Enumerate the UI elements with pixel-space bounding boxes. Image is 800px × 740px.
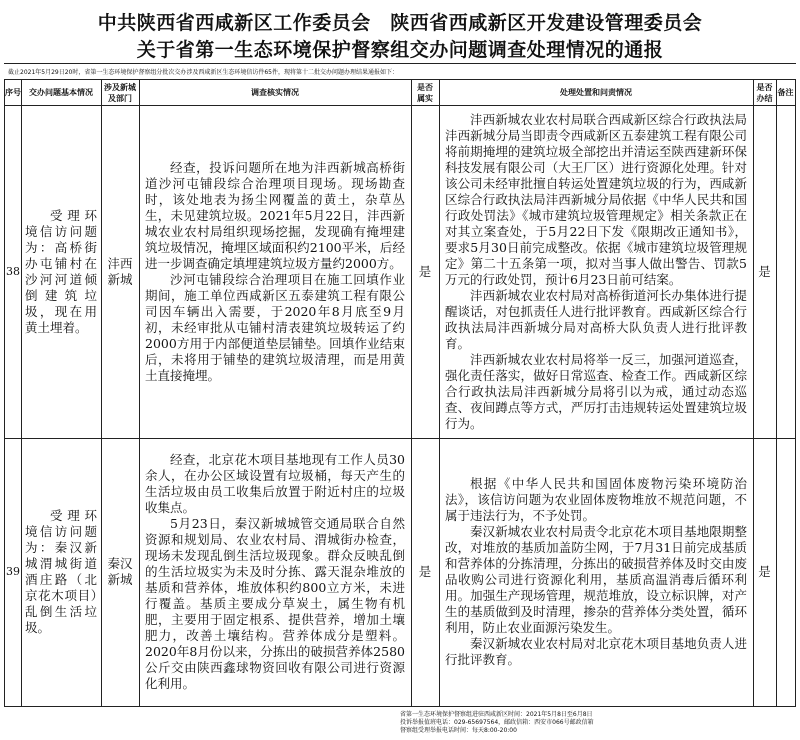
title-divider — [4, 63, 796, 64]
row39-done: 是 — [758, 564, 771, 579]
row38-verify: 经查，投诉问题所在地为沣西新城高桥街道沙河屯铺段综合治理项目现场。现场勘查时，该处地表为扬尘网覆盖的黄土，杂草丛生，未见建筑垃圾。2021年5月22日，沣西新城农业农村局组织现场挖掘，发现确有掩埋建筑垃圾情况，掩埋区域面积约2100平米，后经进一步调查确定填埋建筑垃圾方量约2000方。 沙河屯铺段综合治理项目在施工回填作业期间，施工单位西咸新区五泰建筑工程有限公司因车辆出入需要，于2020年8月底至9月初，未经审批从屯铺村清表建筑垃圾转运了约2000方用于内部便道垫层铺垫。回填作业结束后，未将用于铺垫的建筑垃圾清理，而是用黄土直接掩埋。 — [145, 159, 405, 383]
header-true: 是否属实 — [417, 81, 433, 103]
footer-line3: 督察组受理举报电话时间：每天8:00-20:00 — [400, 727, 517, 734]
document-title-line1: 中共陕西省西咸新区工作委员会 陕西省西咸新区开发建设管理委员会 — [97, 12, 703, 34]
header-basic: 交办问题基本情况 — [29, 87, 93, 97]
row38-done: 是 — [758, 263, 771, 279]
header-verify: 调查核实情况 — [251, 87, 299, 97]
row39-handle: 根据《中华人民共和国固体废物污染环境防治法》，该信访问题为农业固体废物堆放不规范问题，不属于违法行为，不予处罚。 秦汉新城农业农村局责令北京花木项目基地限期整改，对堆放的基质加盖防尘网，于7月31日前完成基质和营养体的分拣清理，分拣出的破损营养体及时交由废品收购公司进行资源化利用，基质高温消毒后循环利用。加强生产现场管理，规范堆放，设立标识牌，对产生的基质做到及时清理，掺杂的营养体分类处置，循环利用，防止农业面源污染发生。 秦汉新城农业农村局对北京花木项目基地负责人进行批评教育。 — [445, 476, 747, 667]
footer-line1: 省第一生态环境保护督察组进驻西咸新区时间：2021年5月8日至6月8日 — [400, 711, 593, 718]
row39-basic: 受理环境信访问题为：秦汉新城渭城街道酒庄路（北京花木项目）乱倒生活垃圾。 — [25, 508, 97, 635]
row39-true: 是 — [418, 564, 432, 579]
row38-true: 是 — [418, 263, 432, 279]
row39-seq: 39 — [6, 565, 20, 578]
header-note: 备注 — [777, 87, 794, 97]
row39-note — [776, 438, 795, 706]
row39-verify: 经查，北京花木项目基地现有工作人员30余人，在办公区域设置有垃圾桶，每天产生的生活垃圾由员工收集后放置于附近村庄的垃圾收集点。 5月23日，秦汉新城城管交通局联合自然资源和规划局、农业农村局、渭城街办检查，现场未发现乱倒生活垃圾现象。群众反映乱倒的生活垃圾实为未及时分拣、露天混杂堆放的基质和营养体，堆放体积约800立方米，未进行覆盖。基质主要成分草炭土，属生物有机肥，主要用于固定根系、提供营养，增加土壤肥力，改善土壤结构。营养体成分是塑料。2020年8月份以来，分拣出的破损营养体2580公斤交由陕西鑫球物资回收有限公司进行资源化利用。 — [145, 452, 405, 691]
row38-district: 沣西新城 — [107, 255, 133, 287]
footer-line2: 投诉举报值班电话：029-65697564，邮政信箱：西安市066号邮政信箱 — [400, 719, 594, 726]
row38-handle: 沣西新城农业农村局联合西咸新区综合行政执法局沣西新城分局当即责令西咸新区五泰建筑工程有限公司将前期掩埋的建筑垃圾全部挖出并清运至陕西建新环保科技发展有限公司（大王厂区）进行资源化处理。针对该公司未经审批擅自转运处置建筑垃圾的行为，西咸新区综合行政执法局沣西新城分局依据《中华人民共和国行政处罚法》《城市建筑垃圾管理规定》相关条款正在对其立案查处，于5月22日下发《限期改正通知书》，要求5月30日前完成整改。依据《城市建筑垃圾管理规定》第二十五条第一项，拟对当事人做出警告、罚款5万元的行政处罚，预计6月23日前可结案。 沣西新城农业农村局对高桥街道河长办集体进行提醒谈话，对包抓责任人进行批评教育。西咸新区综合行政执法局沣西新城分局对高桥大队负责人进行批评教育。 沣西新城农业农村局将举一反三，加强河道巡查，强化责任落实，做好日常巡查、检查工作。西咸新区综合行政执法局沣西新城分局将引以为戒，通过动态巡查、夜间蹲点等方式，严厉打击违规转运处置建筑垃圾行为。 — [445, 111, 747, 431]
row39-district: 秦汉新城 — [107, 556, 133, 587]
header-district: 涉及新城及部门 — [104, 81, 136, 103]
header-handle: 处理处置和问责情况 — [560, 87, 632, 97]
row38-basic: 受理环境信访问题为：高桥街办屯铺村在沙河河道倾倒建筑垃圾，现在用黄土埋着。 — [25, 207, 97, 335]
intro-text: 截止2021年5月29日20时，省第一生态环境保护督察组分批次交办涉及西咸新区生态环境信访件65件，现将第十二批交办问题办理结果通报如下： — [8, 69, 398, 76]
report-table — [4, 79, 796, 707]
header-seq: 序号 — [5, 87, 21, 97]
row38-note — [776, 105, 795, 438]
row38-seq: 38 — [6, 264, 20, 278]
header-done: 是否办结 — [756, 81, 773, 103]
document-title-line2: 关于省第一生态环境保护督察组交办问题调查处理情况的通报 — [136, 39, 664, 61]
